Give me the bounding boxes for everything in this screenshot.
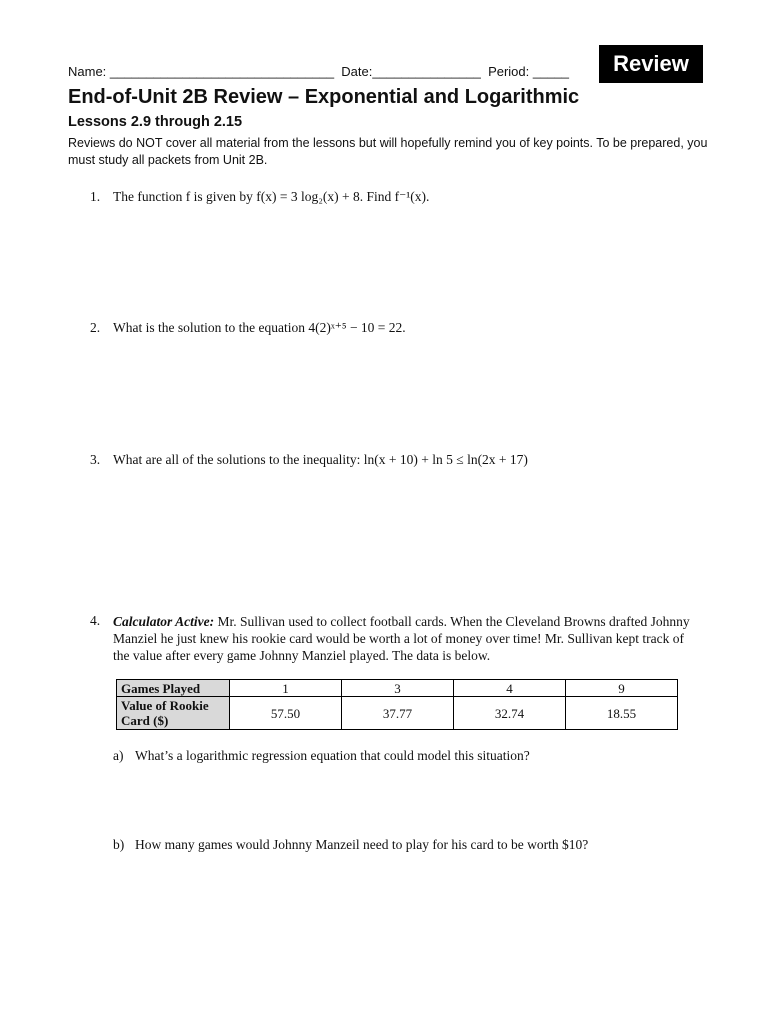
date-label: Date: bbox=[341, 64, 373, 79]
part-text: What’s a logarithmic regression equation that could model this situation? bbox=[135, 748, 530, 763]
calculator-active-label: Calculator Active: bbox=[113, 614, 215, 629]
part-label: b) bbox=[113, 837, 125, 852]
question-number: 2. bbox=[90, 320, 101, 335]
table-cell: 18.55 bbox=[566, 697, 678, 730]
period-label: Period: bbox=[488, 64, 530, 79]
question-text: The function f is given by f(x) = 3 log₂(x) + 8. Find f⁻¹(x). bbox=[113, 189, 430, 204]
intro-text: Reviews do NOT cover all material from the lessons but will hopefully remind you of key points. To be prepared, you must study all packets from Unit 2B. bbox=[68, 136, 708, 167]
part-label: a) bbox=[113, 748, 124, 763]
row-header-value: Value of Rookie Card ($) bbox=[117, 697, 230, 730]
question-1 bbox=[90, 188, 429, 205]
row-header-games: Games Played bbox=[117, 680, 230, 697]
question-2 bbox=[90, 319, 406, 336]
part-text: How many games would Johnny Manzeil need to play for his card to be worth $10? bbox=[135, 837, 589, 852]
question-text: What are all of the solutions to the inequality: ln(x + 10) + ln 5 ≤ ln(2x + 17) bbox=[113, 452, 528, 467]
date-blank[interactable]: _______________ bbox=[372, 64, 481, 79]
question-3 bbox=[90, 451, 528, 468]
page-subtitle: Lessons 2.9 through 2.15 bbox=[68, 114, 243, 130]
table-cell: 57.50 bbox=[230, 697, 342, 730]
question-4-text bbox=[113, 613, 703, 664]
table-cell: 1 bbox=[230, 680, 342, 697]
question-4a bbox=[113, 748, 530, 764]
table-row bbox=[117, 697, 678, 730]
name-blank[interactable]: _______________________________ bbox=[109, 64, 335, 79]
name-label: Name: bbox=[68, 64, 107, 79]
question-4b bbox=[113, 837, 588, 853]
question-number: 1. bbox=[90, 189, 101, 204]
question-number: 3. bbox=[90, 452, 101, 467]
table-cell: 9 bbox=[566, 680, 678, 697]
question-text: What is the solution to the equation 4(2)ˣ⁺⁵ − 10 = 22. bbox=[113, 320, 406, 335]
table-cell: 37.77 bbox=[342, 697, 454, 730]
header-fields bbox=[68, 64, 569, 79]
question-4-number: 4. bbox=[90, 613, 101, 628]
table-cell: 4 bbox=[454, 680, 566, 697]
table-cell: 32.74 bbox=[454, 697, 566, 730]
review-badge: Review bbox=[599, 45, 703, 83]
question-4-body: Mr. Sullivan used to collect football cards. When the Cleveland Browns drafted Johnny Manziel he just knew his rookie card would be worth a lot of money over time! Mr. Sullivan kept track of the value after every game Johnny Manziel played. The data is below. bbox=[113, 614, 690, 663]
data-table bbox=[116, 679, 678, 730]
table-cell: 3 bbox=[342, 680, 454, 697]
table-row bbox=[117, 680, 678, 697]
page-title: End-of-Unit 2B Review – Exponential and Logarithmic bbox=[68, 86, 580, 108]
period-blank[interactable]: _____ bbox=[532, 64, 570, 79]
